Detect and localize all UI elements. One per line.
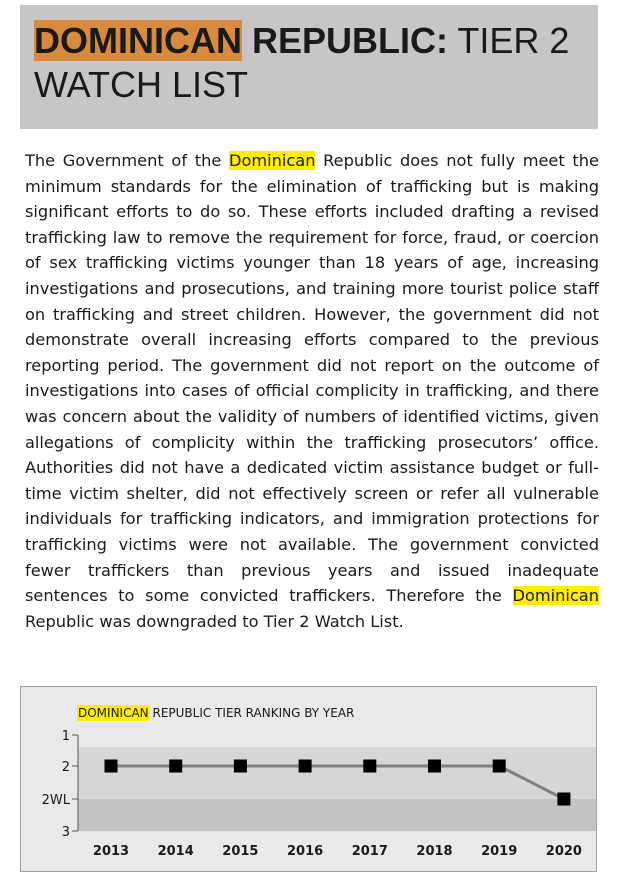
y-tick-label: 3 <box>61 825 70 840</box>
x-tick-label: 2017 <box>351 844 388 859</box>
data-point <box>363 760 376 773</box>
x-tick-label: 2015 <box>222 844 259 859</box>
y-tick-label: 2 <box>61 760 70 775</box>
x-tick-label: 2019 <box>481 844 518 859</box>
data-point <box>493 760 506 773</box>
data-point <box>105 760 118 773</box>
page-title <box>34 19 594 107</box>
title-tier: TIER 2 WATCH LIST <box>34 20 570 105</box>
chart-title <box>78 706 354 720</box>
body-paragraph <box>25 148 599 634</box>
body-text-part: Republic was downgraded to Tier 2 Watch List. <box>25 611 404 631</box>
chart-canvas <box>21 687 596 871</box>
data-point <box>234 760 247 773</box>
data-point <box>557 793 570 806</box>
data-point <box>299 760 312 773</box>
body-text-part: The Government of the <box>25 151 229 170</box>
x-tick-label: 2014 <box>157 844 194 859</box>
title-country: DOMINICAN <box>34 20 242 61</box>
chart-title-country: DOMINICAN <box>78 706 149 720</box>
x-tick-label: 2013 <box>92 844 130 859</box>
band-tier-2 <box>78 747 596 799</box>
highlight-dominican: Dominican <box>228 151 316 170</box>
title-republic: REPUBLIC: <box>241 20 448 61</box>
title-banner <box>20 5 598 129</box>
data-point <box>169 760 182 773</box>
body-text-part: Republic does not fully meet the minimum standards for the elimination of trafficking but is making significant efforts to do so. These efforts included drafting a revised trafficking law to remove the requirement for force, fraud, or coercion of sex trafficking victims younger than 18 years of age, increasing investigations and prosecutions, and training more tourist police staff on trafficking and street children. However, the government did not demonstrate overall increasing efforts compared to the previous reporting period. The government did not report on the outcome of investigations into cases of official complicity in trafficking, and there was concern about the validity of numbers of identified victims, given allegations of complicity within the trafficking prosecutors’ office. Authorities did not have a dedicated victim assistance budget or full-time victim shelter, did not effectively screen or refer all vulnerable individuals for trafficking indicators, and immigration protections for trafficking victims were not available. The government convicted fewer traffickers than previous years and issued inadequate sentences to some convicted traffickers. Therefore the <box>25 151 599 606</box>
band-tier-2-watch-list <box>78 799 596 831</box>
y-tick-label: 1 <box>61 729 70 744</box>
x-tick-label: 2020 <box>545 844 582 859</box>
data-point <box>428 760 441 773</box>
x-tick-label: 2018 <box>416 844 453 859</box>
tier-ranking-chart <box>20 686 597 872</box>
x-tick-label: 2016 <box>287 844 324 859</box>
chart-title-rest: REPUBLIC TIER RANKING BY YEAR <box>148 706 355 720</box>
y-tick-label: 2WL <box>41 793 70 808</box>
highlight-dominican: Dominican <box>512 586 599 606</box>
